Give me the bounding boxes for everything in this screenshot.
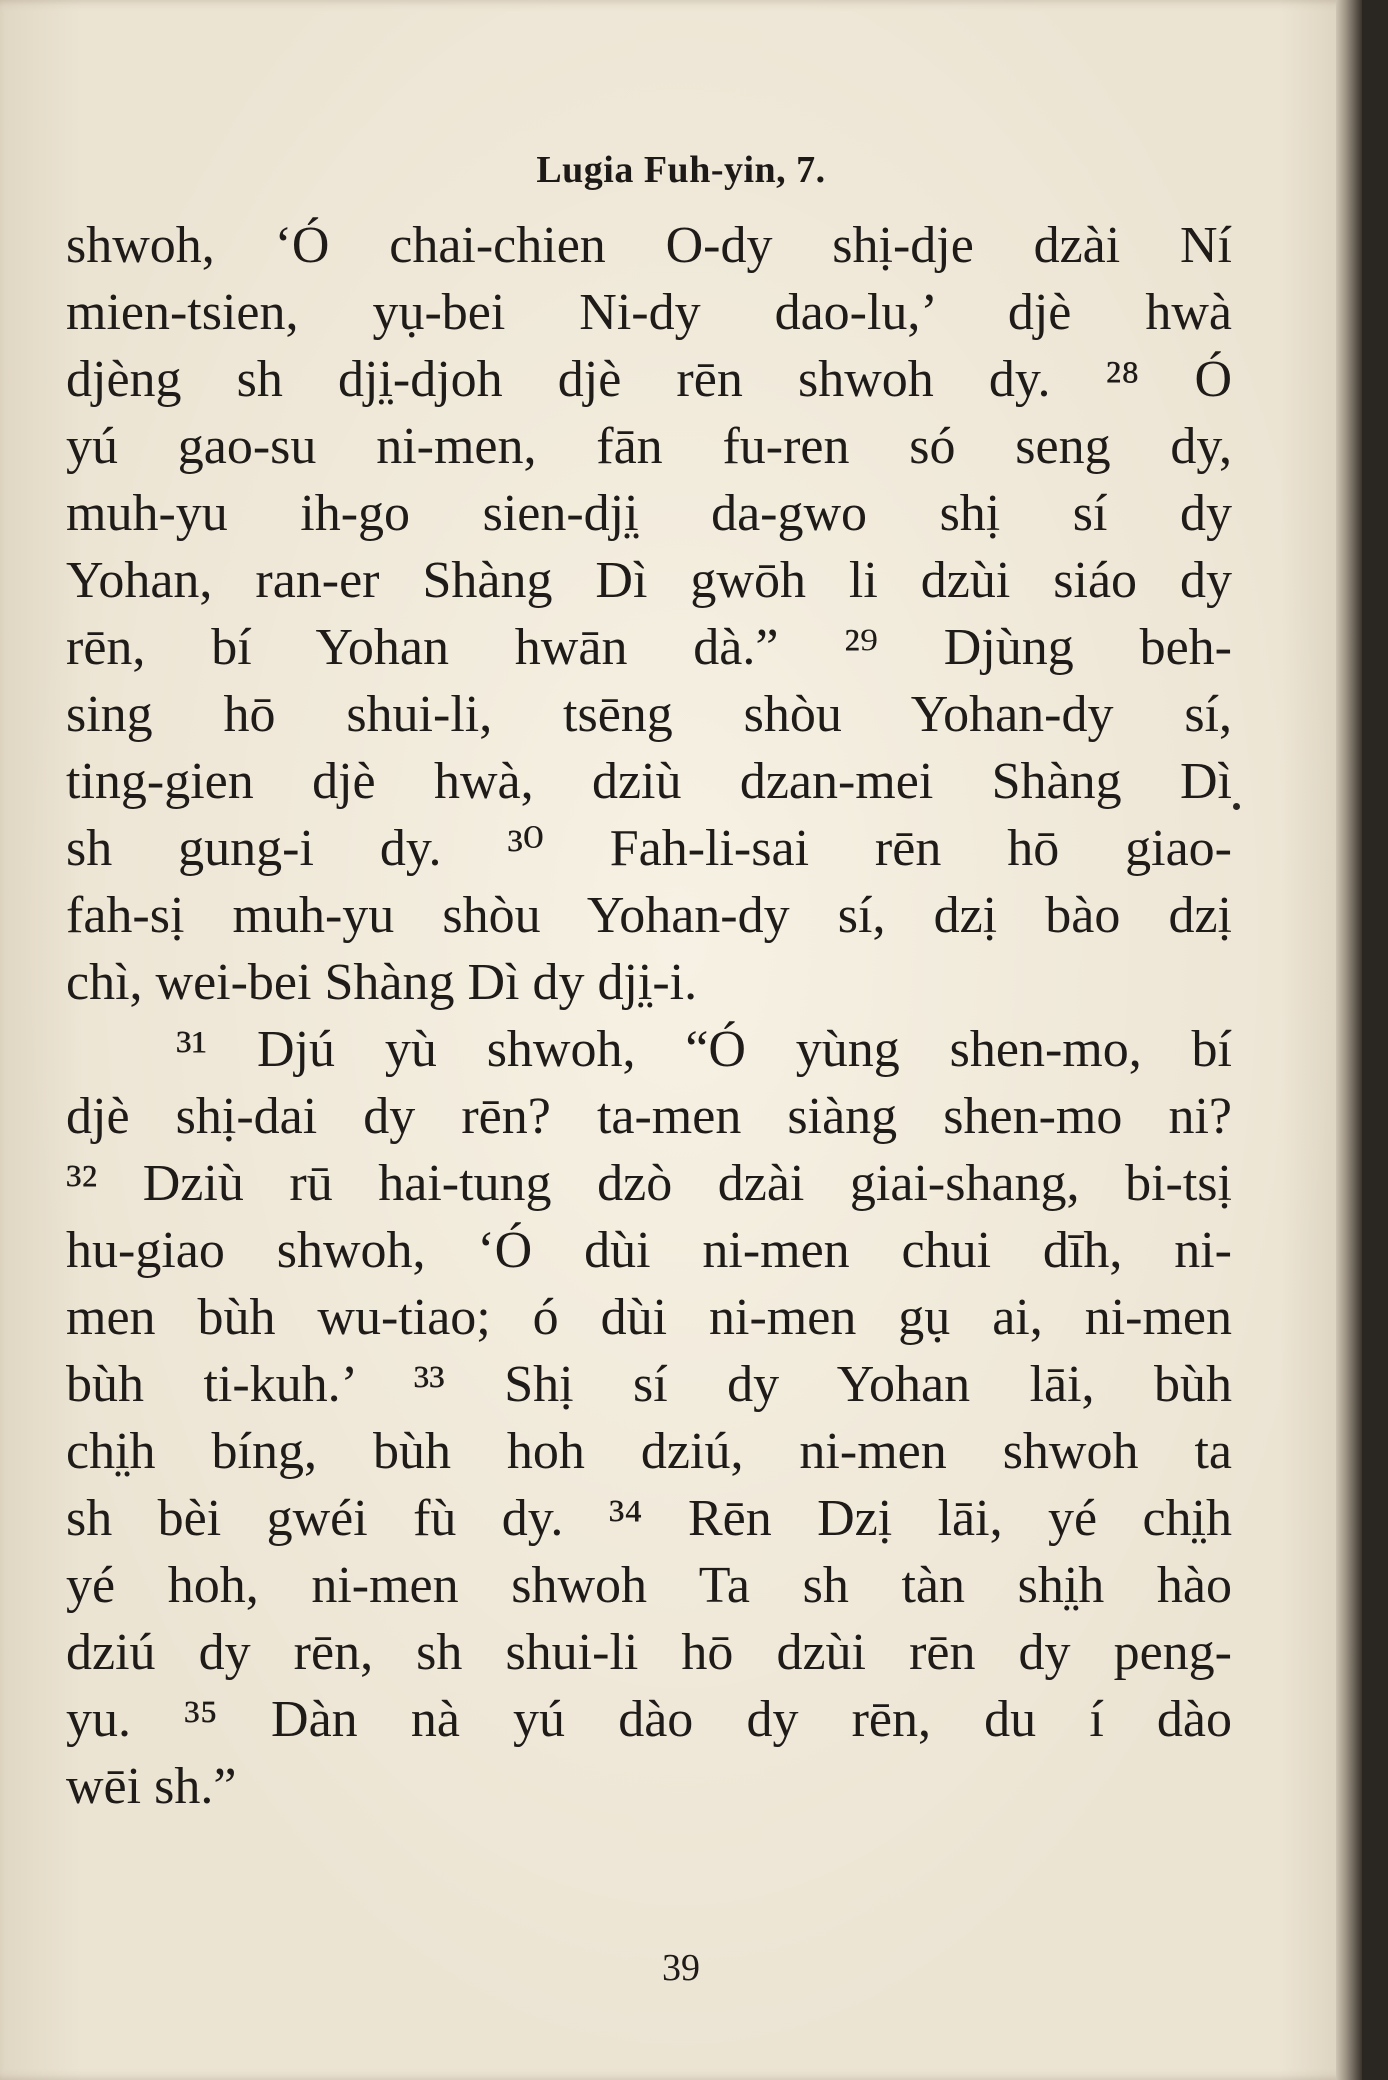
text-line: men bùh wu-tiao; ó dùi ni-men gụ ai, ni-men xyxy=(66,1289,1232,1346)
page-edge-shadow xyxy=(1336,0,1362,2080)
text-line: wēi sh.” xyxy=(66,1758,237,1815)
text-line: djè shị-dai dy rēn? ta-men siàng shen-mo ni? xyxy=(66,1088,1232,1145)
text-line: sh bèi gwéi fù dy. ³⁴ Rēn Dzị lāi, yé chi̤h xyxy=(66,1490,1232,1547)
body-text xyxy=(66,212,1232,1820)
text-line: yu. ³⁵ Dàn nà yú dào dy rēn, du í dào xyxy=(66,1691,1232,1748)
text-line: shwoh, ‘Ó chai-chien O-dy shị-dje dzài Ní xyxy=(66,217,1232,274)
text-line: chì, wei-bei Shàng Dì dy dji̤-i. xyxy=(66,954,698,1011)
text-line: ³² Dziù rū hai-tung dzò dzài giai-shang, bi-tsị xyxy=(66,1155,1232,1212)
page-number: 39 xyxy=(662,1947,700,1989)
text-line: djèng sh dji̤-djoh djè rēn shwoh dy. ²⁸ Ó xyxy=(66,351,1232,408)
text-line: dziú dy rēn, sh shui-li hō dzùi rēn dy peng- xyxy=(66,1624,1232,1681)
text-line: sing hō shui-li, tsēng shòu Yohan-dy sí, xyxy=(66,686,1232,743)
running-header: Lugia Fuh-yin, 7. xyxy=(536,149,826,191)
text-line: fah-sị muh-yu shòu Yohan-dy sí, dzị bào dzị xyxy=(66,887,1232,944)
margin-dot xyxy=(1233,803,1240,810)
text-line: yé hoh, ni-men shwoh Ta sh tàn shi̤h hào xyxy=(66,1557,1232,1614)
text-line: ting-gien djè hwà, dziù dzan-mei Shàng Dì xyxy=(66,753,1232,810)
text-line: mien-tsien, yụ-bei Ni-dy dao-lu,’ djè hwà xyxy=(66,284,1232,341)
text-line: muh-yu ih-go sien-dji̤ da-gwo shị sí dy xyxy=(66,485,1232,542)
text-line: hu-giao shwoh, ‘Ó dùi ni-men chui dīh, ni- xyxy=(66,1222,1232,1279)
text-line: rēn, bí Yohan hwān dà.” ²⁹ Djùng beh- xyxy=(66,619,1232,676)
text-line: bùh ti-kuh.’ ³³ Shị sí dy Yohan lāi, bùh xyxy=(66,1356,1232,1413)
text-line: sh gung-i dy. ³⁰ Fah-li-sai rēn hō giao- xyxy=(66,820,1232,877)
text-line: yú gao-su ni-men, fān fu-ren só seng dy, xyxy=(66,418,1232,475)
text-line: chi̤h bíng, bùh hoh dziú, ni-men shwoh ta xyxy=(66,1423,1232,1480)
text-line: ³¹ Djú yù shwoh, “Ó yùng shen-mo, bí xyxy=(176,1021,1232,1078)
text-line: Yohan, ran-er Shàng Dì gwōh li dzùi siáo dy xyxy=(66,552,1232,609)
